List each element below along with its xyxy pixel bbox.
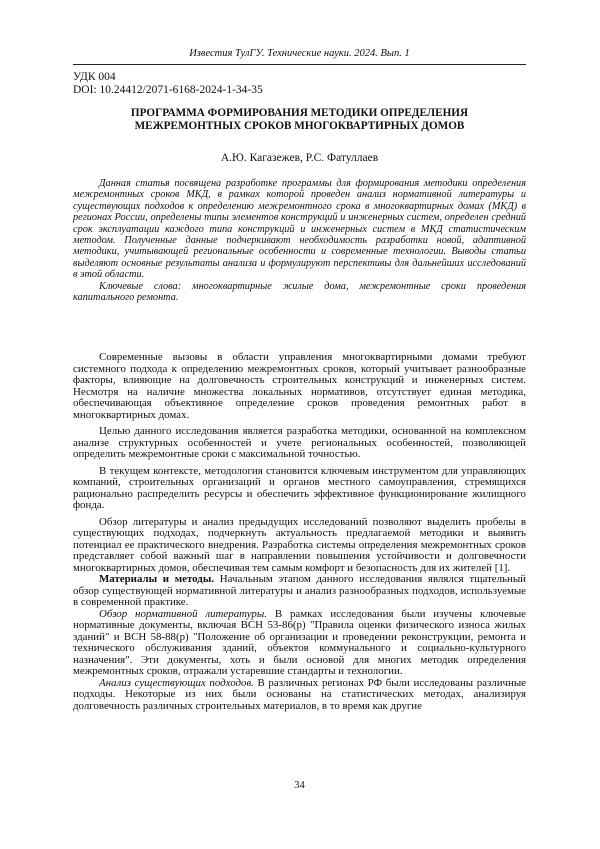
paragraph-normative: Обзор нормативной литературы. В рамках исследования были изучены ключевые нормативные документы, включая ВСН 53-86(р) "Правила оценки физического износа жилых зданий" и ВСН 58-88(р) "Положение об организации и проведении реконструкции, ремонта и технического обслуживания зданий, объектов коммунального и социально-культурного назначения". Эти документы, хоть и были основой для многих методик определения межремонтных сроков, отражали устаревшие стандарты и технологии. xyxy=(73,607,526,677)
paragraph-approaches: Анализ существующих подходов. В различных регионах РФ были исследованы различные подходы. Некоторые из них были основаны на статистических методах, анализируя долговечность различных строительных материалов, в то время как другие xyxy=(73,676,526,712)
section-heading-materials: Материалы и методы. xyxy=(99,573,215,585)
paragraph: Современные вызовы в области управления многоквартирными домами требуют системного подхода к определению межремонтных сроков, который учитывает разнообразные факторы, влияющие на долговечность строительных конструкций и инженерных систем. Несмотря на наличие множества локальных нормативов, отсутствует единая методика, обеспечивающая объективное определение сроков проведения ремонтных работ в многоквартирных домах. xyxy=(73,351,526,421)
abstract xyxy=(73,178,526,303)
title-line-1: ПРОГРАММА ФОРМИРОВАНИЯ МЕТОДИКИ ОПРЕДЕЛЕНИЯ xyxy=(130,107,469,119)
article-meta xyxy=(73,71,263,97)
paragraph: Целью данного исследования является разработка методики, основанной на комплексном анализе структурных особенностей и учете региональных особенностей, позволяющей определить межремонтные сроки с максимальной точностью. xyxy=(73,425,526,460)
paragraph: В текущем контексте, методология становится ключевым инструментом для управляющих компаний, строительных организаций и органов местного самоуправления, стремящихся рационально распределить ресурсы и обеспечить эффективное функционирование жилищного фонда. xyxy=(73,464,526,511)
header-rule xyxy=(73,64,526,65)
subheading-approaches: Анализ существующих подходов. xyxy=(99,676,254,689)
abstract-text: Данная статья посвящена разработке программы для формирования методики определения межремонтных сроков МКД, в рамках которой проведен анализ нормативной литературы и существующих подходов к определению межремонтного срока в многоквартирных домах (МКД) в регионах России, определены типы элементов конструкций и инженерных систем, определен средний срок эксплуатации каждого типа конструкций и инженерных систем в МКД статистическим методом. Полученные данные подчеркивают необходимость разработки новой, адаптивной методики, учитывающей региональные особенности и современные технологии. Выводы статьи выделяют основные результаты анализа и формулируют перспективы для дальнейших исследований в этой области. xyxy=(73,178,526,281)
article-title xyxy=(73,107,526,133)
authors: А.Ю. Кагазежев, Р.С. Фатуллаев xyxy=(220,152,379,164)
title-line-2: МЕЖРЕМОНТНЫХ СРОКОВ МНОГОКВАРТИРНЫХ ДОМОВ xyxy=(134,120,465,132)
subheading-normative: Обзор нормативной литературы. xyxy=(99,607,267,620)
doi: DOI: 10.24412/2071-6168-2024-1-34-35 xyxy=(73,84,263,96)
paragraph: Обзор литературы и анализ предыдущих исследований позволяют выделить пробелы в существующих подходах, подчеркнуть актуальность предлагаемой методики и выявить потенциал ее практического внедрения. Разработка системы определения межремонтных сроков представляет собой важный шаг в направлении повышения устойчивости и долговечности многоквартирных домов, обеспечивая тем самым комфорт и безопасность для их жителей [1]. xyxy=(73,515,526,574)
keywords: Ключевые слова: многоквартирные жилые дома, межремонтные сроки проведения капитального ремонта. xyxy=(73,280,526,304)
article-body xyxy=(73,352,526,712)
udk-code: УДК 004 xyxy=(73,71,116,83)
paragraph-materials: Материалы и методы. Начальным этапом данного исследования являлся тщательный обзор существующей нормативной литературы и анализ разнообразных подходов, используемые в современной практике. xyxy=(73,573,526,608)
page-number: 34 xyxy=(294,780,305,791)
journal-header: Известия ТулГУ. Технические науки. 2024. Вып. 1 xyxy=(189,48,410,59)
